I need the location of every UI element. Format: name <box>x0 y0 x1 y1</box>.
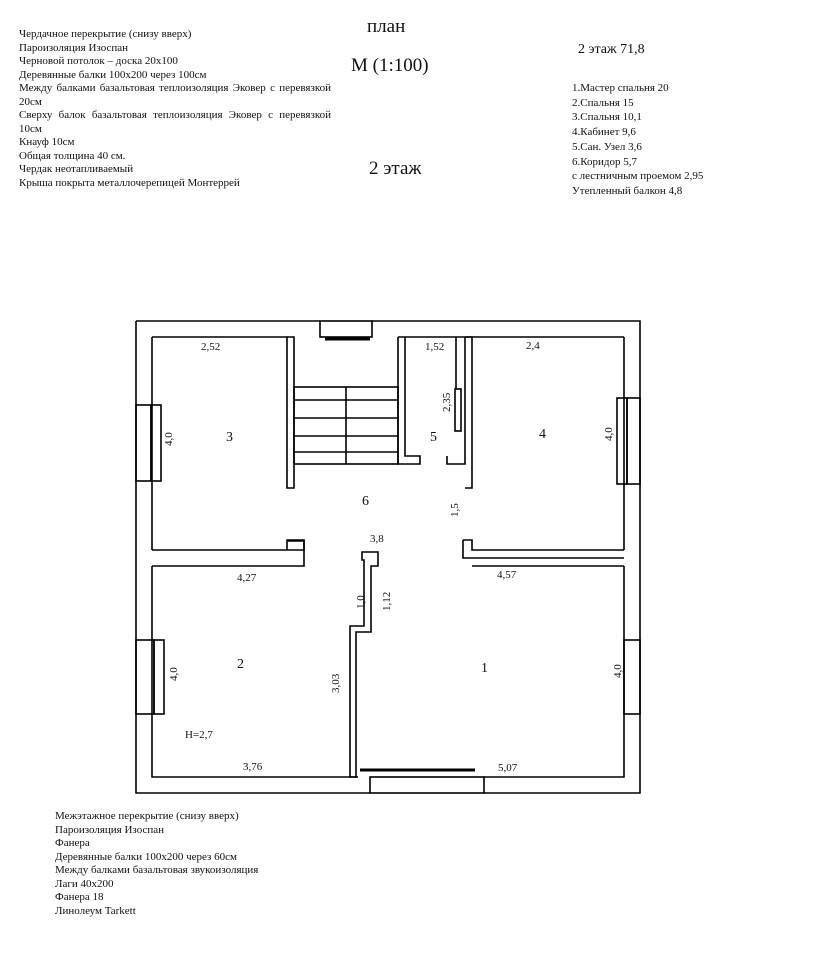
note-line: Черновой потолок – доска 20х100 <box>19 55 178 67</box>
wall-room-3 <box>287 337 294 488</box>
inner-perimeter <box>152 337 358 777</box>
room-number-5: 5 <box>430 430 437 445</box>
floor-title: 2 этаж <box>369 158 422 179</box>
outer-wall <box>136 321 640 793</box>
dim-label: 4,57 <box>497 569 517 581</box>
room-number-4: 4 <box>539 427 546 442</box>
window-room-1 <box>624 640 640 714</box>
dim-label: 2,35 <box>441 392 453 412</box>
note-line: Фанера <box>55 837 90 849</box>
staircase <box>294 387 398 464</box>
note-line: Между балками базальтовая звукоизоляция <box>55 864 259 876</box>
room-list-item: 4.Кабинет 9,6 <box>572 126 636 139</box>
note-line: Межэтажное перекрытие (снизу вверх) <box>55 810 239 822</box>
ceiling-height-label: H=2,7 <box>185 729 213 741</box>
scale-label: М (1:100) <box>351 55 429 76</box>
dim-label: 4,0 <box>163 432 175 446</box>
floor-area-label: 2 этаж 71,8 <box>578 42 645 57</box>
window-top <box>320 321 372 337</box>
note-line: Общая толщина 40 см. <box>19 149 126 162</box>
dim-label: 2,4 <box>526 340 540 352</box>
note-line: Пароизоляция Изоспан <box>55 823 165 836</box>
room-list-item: 5.Сан. Узел 3,6 <box>572 140 642 153</box>
room-number-6: 6 <box>362 494 369 509</box>
wall-room-5 <box>398 337 420 464</box>
note-line: Сверху балок базальтовая теплоизоляция Эковер с перевязкой 10см <box>19 109 331 135</box>
interfloor-notes <box>55 810 258 918</box>
room-list-item: 2.Спальня 15 <box>572 96 634 109</box>
bathroom-window <box>455 389 461 431</box>
note-line: Пароизоляция Изоспан <box>19 41 129 54</box>
dim-label: 5,07 <box>498 762 518 774</box>
note-line: Фанера 18 <box>55 891 104 903</box>
dim-label: 1,12 <box>381 591 393 611</box>
room-list-item: 1.Мастер спальня 20 <box>572 82 669 94</box>
window-room-4 <box>627 398 640 484</box>
note-line: Деревянные балки 100х200 через 100см <box>19 68 207 81</box>
dim-label: 2,52 <box>201 341 221 353</box>
note-line: Кнауф 10см <box>19 136 75 148</box>
dim-label: 4,0 <box>603 427 615 441</box>
inner-perimeter <box>152 337 624 777</box>
dim-label: 1,52 <box>425 341 445 353</box>
room-number-3: 3 <box>226 430 233 445</box>
window-room-4 <box>617 398 627 484</box>
wall-room-3 <box>152 540 304 550</box>
note-line: Между балками базальтовая теплоизоляция Эковер с перевязкой 20см <box>19 82 331 108</box>
note-line: Крыша покрыта металлочерепицей Монтеррей <box>19 176 240 189</box>
note-line: Линолеум Tarkett <box>55 904 136 917</box>
note-line: Чердачное перекрытие (снизу вверх) <box>19 28 192 40</box>
room-list-item: Утепленный балкон 4,8 <box>572 184 683 197</box>
note-line: Лаги 40х200 <box>55 877 114 890</box>
wall-room-2 <box>350 552 378 777</box>
dim-label: 3,03 <box>330 673 342 693</box>
room-number-1: 1 <box>481 661 488 676</box>
note-line: Чердак неотапливаемый <box>19 163 134 175</box>
window-room-3 <box>136 405 151 481</box>
dim-label: 4,27 <box>237 572 257 584</box>
dim-label: 3,76 <box>243 761 263 773</box>
room-number-2: 2 <box>237 657 244 672</box>
dim-label: 3,8 <box>370 533 384 545</box>
wall-room-2 <box>152 541 304 566</box>
dim-label: 4,0 <box>168 667 180 681</box>
dim-label: 4,0 <box>612 664 624 678</box>
dim-label: 1,0 <box>355 595 367 609</box>
room-list-item: 6.Коридор 5,7 <box>572 155 638 168</box>
room-list-item: с лестничным проемом 2,95 <box>572 170 704 183</box>
wall-room-5 <box>465 337 472 488</box>
balcony-door <box>370 777 484 793</box>
room-list-item: 3.Спальня 10,1 <box>572 111 642 124</box>
window-room-2 <box>154 640 164 714</box>
note-line: Деревянные балки 100х200 через 60см <box>55 850 237 863</box>
wall-room-4 <box>463 540 624 558</box>
plan-title: план <box>367 16 406 37</box>
dim-label: 1,5 <box>449 503 461 517</box>
